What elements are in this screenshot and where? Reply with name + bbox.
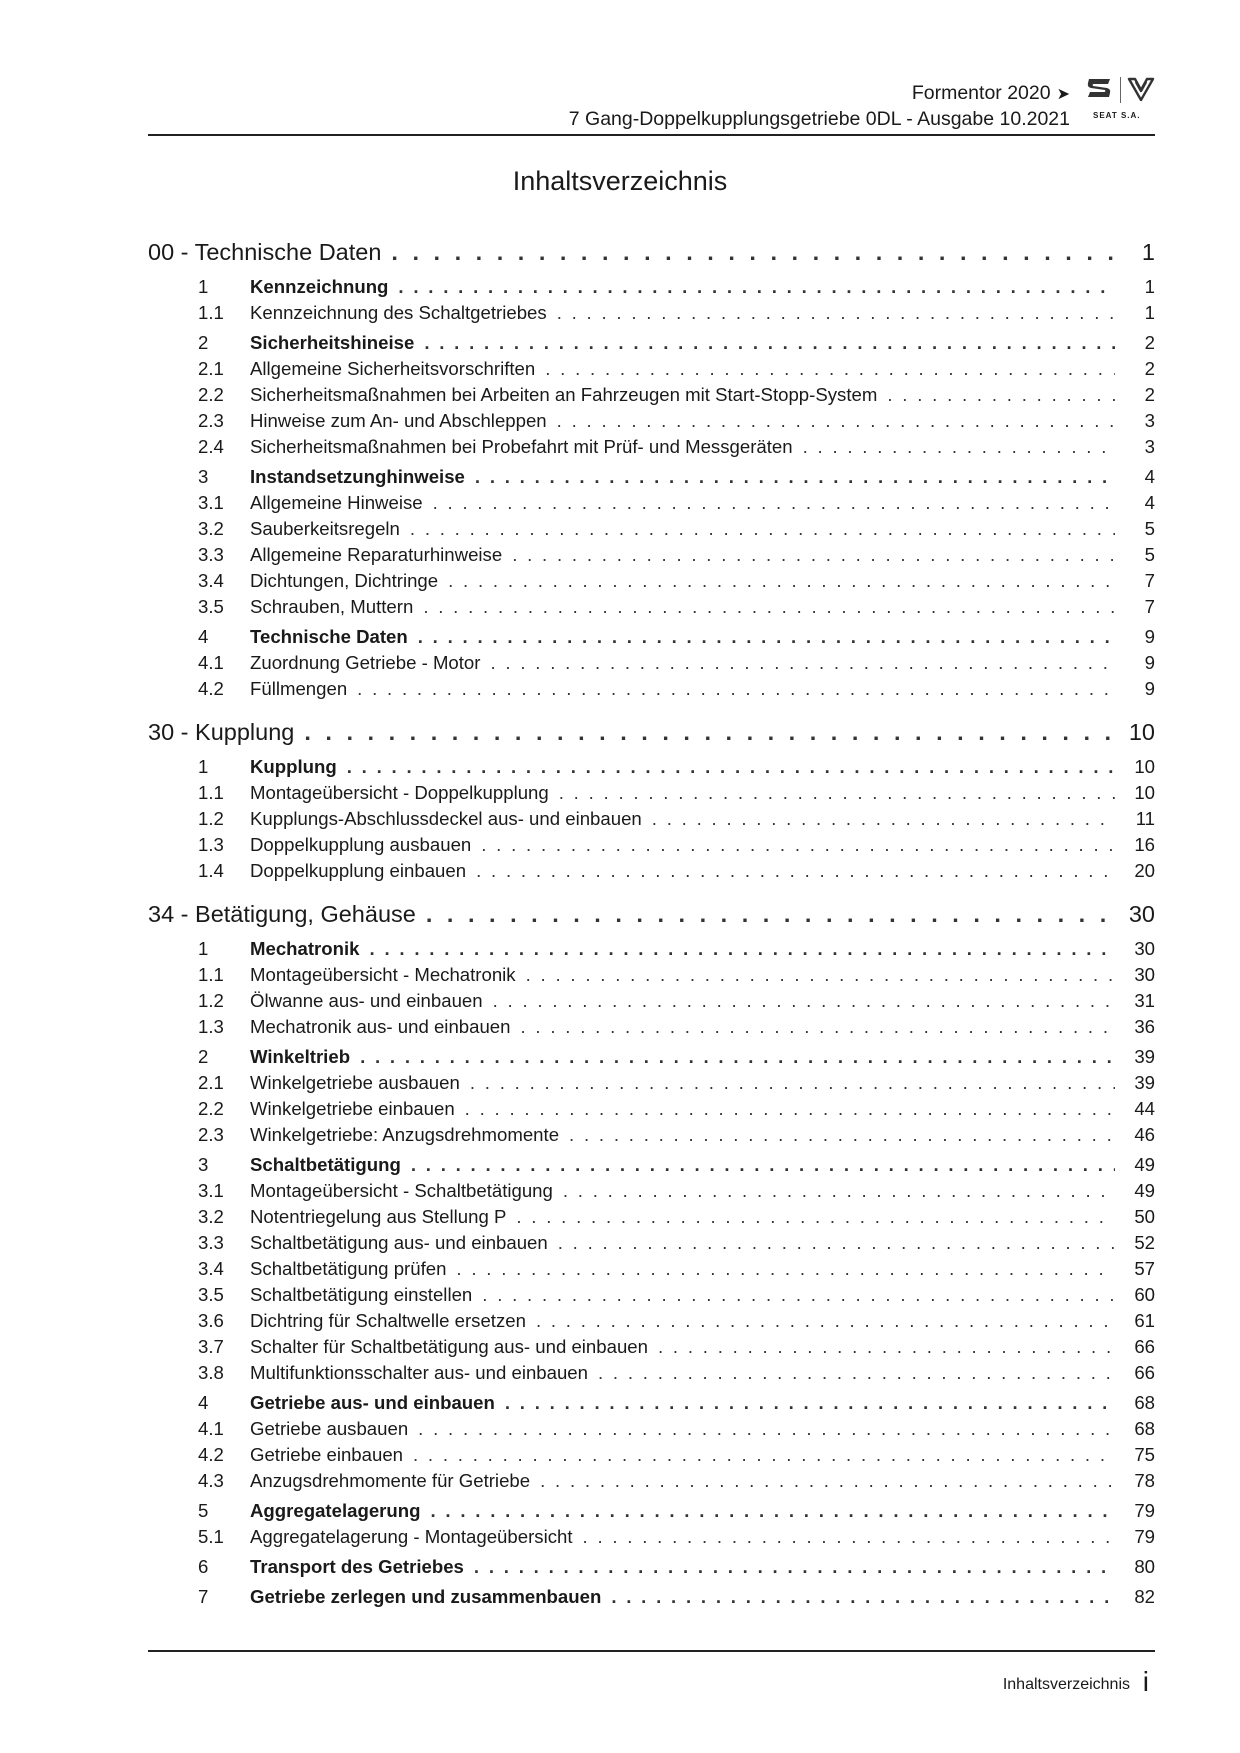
dot-leader xyxy=(611,1584,1115,1610)
toc-label[interactable]: Sicherheitsmaßnahmen bei Probefahrt mit Prüf- und Messgeräten xyxy=(250,436,793,457)
toc-page-number: 30 xyxy=(1128,901,1155,927)
dot-leader xyxy=(433,490,1115,516)
dot-leader xyxy=(490,650,1115,676)
toc-label[interactable]: Transport des Getriebes xyxy=(250,1556,464,1577)
toc-subsection[interactable] xyxy=(148,542,1155,568)
dot-leader xyxy=(536,1308,1115,1334)
toc-number: 4.1 xyxy=(198,652,224,673)
toc-section[interactable] xyxy=(148,274,1155,300)
toc-page-number: 66 xyxy=(1134,1362,1155,1383)
toc-label[interactable]: Technische Daten xyxy=(250,626,408,647)
toc-page-number: 4 xyxy=(1144,466,1155,487)
page-header xyxy=(148,76,1155,136)
dot-leader xyxy=(540,1468,1115,1494)
dot-leader xyxy=(370,936,1115,962)
dot-leader xyxy=(475,464,1115,490)
toc-label[interactable]: Schaltbetätigung aus- und einbauen xyxy=(250,1232,548,1253)
dot-leader xyxy=(426,896,1115,932)
seat-logo-icon xyxy=(1085,76,1113,100)
dot-leader xyxy=(418,1416,1115,1442)
toc-label[interactable]: Montageübersicht - Schaltbetätigung xyxy=(250,1180,553,1201)
toc-page-number: 7 xyxy=(1144,596,1155,617)
toc-number: 1.2 xyxy=(198,808,224,829)
toc-page-number: 79 xyxy=(1134,1500,1155,1521)
dot-leader xyxy=(512,542,1115,568)
toc-subsection[interactable] xyxy=(148,434,1155,460)
toc-label[interactable]: Multifunktionsschalter aus- und einbauen xyxy=(250,1362,588,1383)
toc-label[interactable]: 00 - Technische Daten xyxy=(148,239,382,265)
dot-leader xyxy=(470,1070,1115,1096)
toc-number: 4.2 xyxy=(198,678,224,699)
dot-leader xyxy=(474,1554,1115,1580)
toc-page-number: 10 xyxy=(1134,756,1155,777)
toc-subsection[interactable] xyxy=(148,408,1155,434)
dot-leader xyxy=(448,568,1115,594)
footer-label: Inhaltsverzeichnis xyxy=(1002,1676,1130,1693)
dot-leader xyxy=(526,962,1115,988)
toc-subsection[interactable] xyxy=(148,300,1155,326)
toc-number: 2 xyxy=(198,332,209,353)
toc-page-number: 57 xyxy=(1134,1258,1155,1279)
toc-page-number: 61 xyxy=(1134,1310,1155,1331)
brand-name: SEAT S.A. xyxy=(1093,111,1141,120)
toc-number: 1.2 xyxy=(198,990,224,1011)
toc-page-number: 31 xyxy=(1134,990,1155,1011)
dot-leader xyxy=(413,1442,1115,1468)
toc-number: 1.3 xyxy=(198,1016,224,1037)
toc-label[interactable]: Schrauben, Muttern xyxy=(250,596,414,617)
toc-section[interactable] xyxy=(148,1044,1155,1070)
toc-label[interactable]: 30 - Kupplung xyxy=(148,719,295,745)
toc-number: 3.1 xyxy=(198,1180,224,1201)
toc-number: 1 xyxy=(198,276,209,297)
toc-subsection[interactable] xyxy=(148,988,1155,1014)
toc-page-number: 9 xyxy=(1144,678,1155,699)
toc-number: 3.8 xyxy=(198,1362,224,1383)
toc-subsection[interactable] xyxy=(148,1282,1155,1308)
toc-section[interactable] xyxy=(148,754,1155,780)
toc-label[interactable]: Winkeltrieb xyxy=(250,1046,351,1067)
toc-subsection[interactable] xyxy=(148,1122,1155,1148)
dot-leader xyxy=(557,300,1115,326)
toc-subsection[interactable] xyxy=(148,490,1155,516)
toc-label[interactable]: Winkelgetriebe einbauen xyxy=(250,1098,455,1119)
document-subtitle: 7 Gang-Doppelkupplungsgetriebe 0DL - Ausgabe 10.2021 xyxy=(568,108,1070,130)
toc-page-number: 46 xyxy=(1134,1124,1155,1145)
toc-subsection[interactable] xyxy=(148,594,1155,620)
toc-page-number: 9 xyxy=(1144,652,1155,673)
toc-number: 3.3 xyxy=(198,1232,224,1253)
toc-section[interactable] xyxy=(148,1498,1155,1524)
toc-subsection[interactable] xyxy=(148,568,1155,594)
toc-label[interactable]: Kennzeichnung des Schaltgetriebes xyxy=(250,302,547,323)
toc-subsection[interactable] xyxy=(148,1204,1155,1230)
dot-leader xyxy=(569,1122,1115,1148)
toc-chapter[interactable] xyxy=(148,714,1155,750)
toc-label[interactable]: Getriebe ausbauen xyxy=(250,1418,409,1439)
toc-label[interactable]: Schaltbetätigung xyxy=(250,1154,401,1175)
toc-section[interactable] xyxy=(148,1554,1155,1580)
toc-subsection[interactable] xyxy=(148,962,1155,988)
toc-subsection[interactable] xyxy=(148,806,1155,832)
toc-page-number: 66 xyxy=(1134,1336,1155,1357)
toc-number: 3.1 xyxy=(198,492,224,513)
logo-divider xyxy=(1120,77,1121,103)
toc-number: 2.3 xyxy=(198,1124,224,1145)
toc-number: 4 xyxy=(198,1392,209,1413)
dot-leader xyxy=(505,1390,1115,1416)
dot-leader xyxy=(391,234,1115,270)
dot-leader xyxy=(481,832,1115,858)
toc-label[interactable]: Dichtring für Schaltwelle ersetzen xyxy=(250,1310,526,1331)
toc-page-number: 20 xyxy=(1134,860,1155,881)
toc-label[interactable]: Aggregatelagerung - Montageübersicht xyxy=(250,1526,573,1547)
toc-number: 5 xyxy=(198,1500,209,1521)
table-of-contents xyxy=(148,232,1155,1610)
toc-label[interactable]: Mechatronik aus- und einbauen xyxy=(250,1016,511,1037)
toc-page-number: 3 xyxy=(1144,436,1155,457)
toc-page-number: 3 xyxy=(1144,410,1155,431)
dot-leader xyxy=(521,1014,1116,1040)
toc-label[interactable]: 34 - Betätigung, Gehäuse xyxy=(148,901,416,927)
toc-number: 2.2 xyxy=(198,1098,224,1119)
toc-section[interactable] xyxy=(148,1584,1155,1610)
brand-logo xyxy=(1085,76,1155,128)
toc-subsection[interactable] xyxy=(148,832,1155,858)
toc-label[interactable]: Dichtungen, Dichtringe xyxy=(250,570,439,591)
toc-page-number: 11 xyxy=(1135,808,1155,829)
toc-page-number: 78 xyxy=(1134,1470,1155,1491)
toc-subsection[interactable] xyxy=(148,1360,1155,1386)
toc-number: 1 xyxy=(198,938,209,959)
dot-leader xyxy=(803,434,1115,460)
toc-subsection[interactable] xyxy=(148,1256,1155,1282)
toc-label[interactable]: Zuordnung Getriebe - Motor xyxy=(250,652,481,673)
toc-subsection[interactable] xyxy=(148,676,1155,702)
toc-label[interactable]: Instandsetzunghinweise xyxy=(250,466,465,487)
toc-number: 4.3 xyxy=(198,1470,224,1491)
toc-label[interactable]: Allgemeine Hinweise xyxy=(250,492,423,513)
toc-label[interactable]: Montageübersicht - Mechatronik xyxy=(250,964,516,985)
dot-leader xyxy=(424,330,1115,356)
dot-leader xyxy=(545,356,1115,382)
toc-page-number: 7 xyxy=(1144,570,1155,591)
toc-page-number: 1 xyxy=(1144,302,1155,323)
toc-subsection[interactable] xyxy=(148,650,1155,676)
toc-label[interactable]: Getriebe einbauen xyxy=(250,1444,403,1465)
toc-page-number: 2 xyxy=(1144,384,1155,405)
toc-number: 4.2 xyxy=(198,1444,224,1465)
dot-leader xyxy=(456,1256,1115,1282)
toc-label[interactable]: Montageübersicht - Doppelkupplung xyxy=(250,782,549,803)
toc-page-number: 5 xyxy=(1144,518,1155,539)
toc-page-number: 75 xyxy=(1134,1444,1155,1465)
toc-subsection[interactable] xyxy=(148,1416,1155,1442)
toc-page-number: 30 xyxy=(1134,964,1155,985)
toc-number: 2.1 xyxy=(198,358,224,379)
toc-label[interactable]: Sicherheitsmaßnahmen bei Arbeiten an Fahrzeugen mit Start-Stopp-System xyxy=(250,384,878,405)
toc-subsection[interactable] xyxy=(148,1014,1155,1040)
toc-section[interactable] xyxy=(148,1390,1155,1416)
toc-number: 4.1 xyxy=(198,1418,224,1439)
toc-label[interactable]: Ölwanne aus- und einbauen xyxy=(250,990,483,1011)
toc-label[interactable]: Anzugsdrehmomente für Getriebe xyxy=(250,1470,531,1491)
dot-leader xyxy=(398,274,1115,300)
toc-number: 3.4 xyxy=(198,570,224,591)
dot-leader xyxy=(493,988,1115,1014)
toc-label[interactable]: Sicherheitshineise xyxy=(250,332,415,353)
toc-label[interactable]: Mechatronik xyxy=(250,938,360,959)
dot-leader xyxy=(465,1096,1115,1122)
dot-leader xyxy=(887,382,1115,408)
toc-label[interactable]: Notentriegelung aus Stellung P xyxy=(250,1206,507,1227)
toc-number: 4 xyxy=(198,626,209,647)
toc-number: 2.1 xyxy=(198,1072,224,1093)
dot-leader xyxy=(598,1360,1115,1386)
dot-leader xyxy=(347,754,1115,780)
toc-label[interactable]: Doppelkupplung ausbauen xyxy=(250,834,472,855)
toc-subsection[interactable] xyxy=(148,516,1155,542)
toc-section[interactable] xyxy=(148,464,1155,490)
toc-section[interactable] xyxy=(148,330,1155,356)
toc-label[interactable]: Getriebe aus- und einbauen xyxy=(250,1392,495,1413)
toc-label[interactable]: Winkelgetriebe ausbauen xyxy=(250,1072,460,1093)
toc-subsection[interactable] xyxy=(148,382,1155,408)
toc-page-number: 82 xyxy=(1134,1586,1155,1607)
toc-subsection[interactable] xyxy=(148,1178,1155,1204)
toc-label[interactable]: Doppelkupplung einbauen xyxy=(250,860,467,881)
toc-page-number: 4 xyxy=(1144,492,1155,513)
toc-page-number: 1 xyxy=(1144,276,1155,297)
toc-number: 3.3 xyxy=(198,544,224,565)
toc-page-number: 39 xyxy=(1134,1046,1155,1067)
toc-section[interactable] xyxy=(148,936,1155,962)
toc-number: 2.3 xyxy=(198,410,224,431)
dot-leader xyxy=(563,1178,1115,1204)
toc-page-number: 50 xyxy=(1134,1206,1155,1227)
toc-section[interactable] xyxy=(148,1152,1155,1178)
dot-leader xyxy=(652,806,1115,832)
toc-subsection[interactable] xyxy=(148,1468,1155,1494)
toc-number: 6 xyxy=(198,1556,209,1577)
toc-number: 3 xyxy=(198,1154,209,1175)
toc-subsection[interactable] xyxy=(148,858,1155,884)
toc-page-number: 44 xyxy=(1134,1098,1155,1119)
dot-leader xyxy=(559,780,1115,806)
toc-number: 3 xyxy=(198,466,209,487)
toc-number: 2 xyxy=(198,1046,209,1067)
toc-subsection[interactable] xyxy=(148,1230,1155,1256)
toc-label[interactable]: Füllmengen xyxy=(250,678,348,699)
dot-leader xyxy=(423,594,1115,620)
toc-page-number: 9 xyxy=(1144,626,1155,647)
toc-page-number: 5 xyxy=(1144,544,1155,565)
toc-subsection[interactable] xyxy=(148,1308,1155,1334)
toc-page-number: 79 xyxy=(1134,1526,1155,1547)
toc-page-number: 2 xyxy=(1144,332,1155,353)
toc-number: 1 xyxy=(198,756,209,777)
toc-subsection[interactable] xyxy=(148,1334,1155,1360)
toc-number: 2.2 xyxy=(198,384,224,405)
toc-subsection[interactable] xyxy=(148,1524,1155,1550)
model-title: Formentor 2020 xyxy=(911,82,1051,104)
toc-page-number: 68 xyxy=(1134,1392,1155,1413)
cupra-logo-icon xyxy=(1127,76,1155,102)
toc-number: 3.4 xyxy=(198,1258,224,1279)
dot-leader xyxy=(482,1282,1115,1308)
toc-page-number: 10 xyxy=(1128,719,1155,745)
toc-label[interactable]: Kennzeichnung xyxy=(250,276,389,297)
toc-label[interactable]: Getriebe zerlegen und zusammenbauen xyxy=(250,1586,602,1607)
toc-subsection[interactable] xyxy=(148,1442,1155,1468)
dot-leader xyxy=(583,1524,1115,1550)
toc-page-number: 49 xyxy=(1134,1154,1155,1175)
toc-number: 3.2 xyxy=(198,1206,224,1227)
toc-label[interactable]: Schalter für Schaltbetätigung aus- und einbauen xyxy=(250,1336,648,1357)
toc-chapter[interactable] xyxy=(148,234,1155,270)
dot-leader xyxy=(430,1498,1115,1524)
toc-number: 1.1 xyxy=(198,782,224,803)
dot-leader xyxy=(658,1334,1115,1360)
dot-leader xyxy=(357,676,1115,702)
dot-leader xyxy=(418,624,1115,650)
toc-number: 1.1 xyxy=(198,964,224,985)
toc-label[interactable]: Schaltbetätigung einstellen xyxy=(250,1284,473,1305)
toc-number: 1.3 xyxy=(198,834,224,855)
toc-subsection[interactable] xyxy=(148,1070,1155,1096)
toc-label[interactable]: Sauberkeitsregeln xyxy=(250,518,400,539)
toc-page-number: 10 xyxy=(1134,782,1155,803)
toc-subsection[interactable] xyxy=(148,780,1155,806)
toc-label[interactable]: Winkelgetriebe: Anzugsdrehmomente xyxy=(250,1124,560,1145)
footer-page-number: i xyxy=(1142,1666,1149,1697)
page-title: Inhaltsverzeichnis xyxy=(512,166,728,196)
dot-leader xyxy=(411,1152,1115,1178)
toc-number: 3.7 xyxy=(198,1336,224,1357)
toc-label[interactable]: Allgemeine Reparaturhinweise xyxy=(250,544,503,565)
dot-leader xyxy=(360,1044,1115,1070)
toc-page-number: 1 xyxy=(1141,239,1155,265)
toc-number: 2.4 xyxy=(198,436,224,457)
toc-page-number: 80 xyxy=(1134,1556,1155,1577)
toc-page-number: 36 xyxy=(1134,1016,1155,1037)
arrow-icon: ➤ xyxy=(1056,86,1070,103)
toc-number: 3.6 xyxy=(198,1310,224,1331)
toc-page-number: 16 xyxy=(1134,834,1155,855)
toc-number: 3.5 xyxy=(198,1284,224,1305)
toc-number: 7 xyxy=(198,1586,209,1607)
toc-page-number: 68 xyxy=(1134,1418,1155,1439)
toc-page-number: 60 xyxy=(1134,1284,1155,1305)
toc-label[interactable]: Kupplung xyxy=(250,756,337,777)
toc-label[interactable]: Schaltbetätigung prüfen xyxy=(250,1258,447,1279)
toc-number: 3.5 xyxy=(198,596,224,617)
toc-subsection[interactable] xyxy=(148,1096,1155,1122)
toc-label[interactable]: Kupplungs-Abschlussdeckel aus- und einbauen xyxy=(250,808,642,829)
toc-page-number: 39 xyxy=(1134,1072,1155,1093)
toc-number: 5.1 xyxy=(198,1526,224,1547)
dot-leader xyxy=(476,858,1115,884)
header-text xyxy=(569,81,1070,132)
dot-leader xyxy=(516,1204,1115,1230)
toc-section[interactable] xyxy=(148,624,1155,650)
toc-label[interactable]: Hinweise zum An- und Abschleppen xyxy=(250,410,547,431)
dot-leader xyxy=(410,516,1115,542)
toc-label[interactable]: Aggregatelagerung xyxy=(250,1500,421,1521)
toc-number: 3.2 xyxy=(198,518,224,539)
toc-number: 1.4 xyxy=(198,860,224,881)
toc-page-number: 49 xyxy=(1134,1180,1155,1201)
footer-divider xyxy=(148,1650,1155,1652)
toc-number: 1.1 xyxy=(198,302,224,323)
toc-page-number: 52 xyxy=(1134,1232,1155,1253)
toc-page-number: 2 xyxy=(1144,358,1155,379)
dot-leader xyxy=(558,1230,1115,1256)
dot-leader xyxy=(304,714,1115,750)
toc-chapter[interactable] xyxy=(148,896,1155,932)
dot-leader xyxy=(557,408,1115,434)
toc-subsection[interactable] xyxy=(148,356,1155,382)
toc-label[interactable]: Allgemeine Sicherheitsvorschriften xyxy=(250,358,536,379)
toc-page-number: 30 xyxy=(1134,938,1155,959)
